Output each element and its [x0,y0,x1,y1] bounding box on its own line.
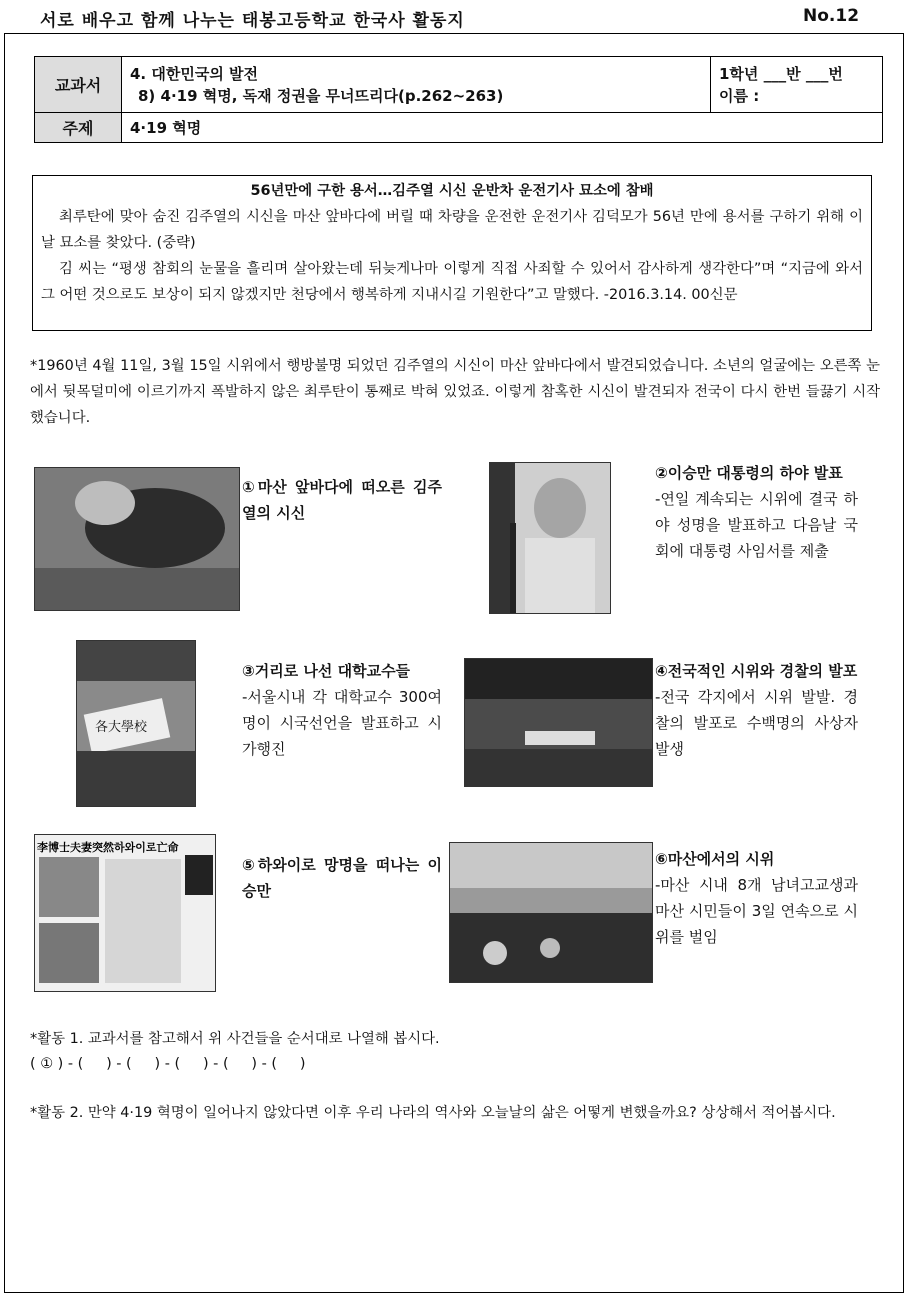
photo-syngman-rhee-resignation [489,462,611,614]
photo-placeholder [450,843,652,982]
unit-title: 4. 대한민국의 발전 [130,64,259,83]
news-headline: 56년만에 구한 용서…김주열 시신 운반차 운전기사 묘소에 참배 [250,183,654,199]
intro-paragraph: *1960년 4월 11일, 3월 15일 시위에서 행방불명 되었던 김주열의 시신이 마산 앞바다에서 발견되었습니다. 소년의 얼굴에는 오른쪽 눈에서 뒷목덜미에 이르기까지 폭발하지 않은 최루탄이 통째로 박혀 있었죠. 이렇게 참혹한 시신이 발견되자 전국이 다시 한번 들끓기 시작했습니다. [30,358,880,426]
photo-professors-march [76,640,196,807]
photo-masan-protest [449,842,653,983]
lesson-title: 8) 4·19 혁명, 독재 정권을 무너뜨리다(p.262~263) [138,86,504,105]
news-paragraph: 최루탄에 맞아 숨진 김주열의 시신을 마산 앞바다에 버릴 때 차량을 운전한 운전기사 김덕모가 56년 만에 용서를 구하기 위해 이날 묘소를 찾았다. (중략) [41,209,863,251]
event-1-caption: ①마산 앞바다에 떠오른 김주열의 시신 [242,478,442,522]
name-field: 이름 : [719,86,760,105]
event-3-caption: ③거리로 나선 대학교수들 -서울시내 각 대학교수 300여 명이 시국선언을 발표하고 시가행진 [242,662,442,758]
news-article-box [32,175,872,331]
activity-1-answer-slots[interactable]: ( ① ) - ( ) - ( ) - ( ) - ( ) - ( ) [30,1056,306,1072]
photo-placeholder [490,463,610,613]
worksheet-title: 서로 배우고 함께 나누는 태봉고등학교 한국사 활동지 [40,11,465,31]
event-6-caption: ⑥마산에서의 시위 -마산 시내 8개 남녀고교생과 마산 시민들이 3일 연속으로 시위를 벌임 [655,850,858,946]
photo-newspaper-rhee-exile [34,834,216,992]
event-2-caption: ②이승만 대통령의 하야 발표 -연일 계속되는 시위에 결국 하야 성명을 발표하고 다음날 국회에 대통령 사임서를 제출 [655,464,858,560]
topic-label: 주제 [35,113,122,143]
banner-text: 各大學校 [95,720,148,735]
event-5-caption: ⑤하와이로 망명을 떠나는 이승만 [242,856,442,900]
worksheet-number: No.12 [803,6,860,26]
activity-2-answer-area[interactable] [30,1160,880,1280]
photo-nationwide-protest [464,658,653,787]
photo-placeholder [77,641,195,806]
photo-placeholder [35,468,239,610]
photo-placeholder [465,659,652,786]
grade-class-field: 1학년 ___반 ___번 [719,64,843,83]
topic-value: 4·19 혁명 [122,113,883,143]
photo-placeholder [35,835,215,991]
textbook-label: 교과서 [35,57,122,113]
newspaper-headline: 李博士夫妻突然하와이로亡命 [37,841,179,854]
news-paragraph: 김 씨는 “평생 참회의 눈물을 흘리며 살아왔는데 뒤늦게나마 이렇게 직접 사죄할 수 있어서 감사하게 생각한다”며 “지금에 와서 그 어떤 것으로도 보상이 되지 않겠지만 천당에서 행복하게 지내시길 기원한다”고 말했다. -2016.3.14. 00신문 [41,261,863,303]
photo-kim-juyeol-body [34,467,240,611]
info-table [34,56,883,143]
event-4-caption: ④전국적인 시위와 경찰의 발포 -전국 각지에서 시위 발발. 경찰의 발포로 수백명의 사상자 발생 [655,662,858,758]
activity-1-prompt: *활동 1. 교과서를 참고해서 위 사건들을 순서대로 나열해 봅시다. [30,1031,440,1047]
activity-2-prompt: *활동 2. 만약 4·19 혁명이 일어나지 않았다면 이후 우리 나라의 역사와 오늘날의 삶은 어떻게 변했을까요? 상상해서 적어봅시다. [30,1105,836,1121]
